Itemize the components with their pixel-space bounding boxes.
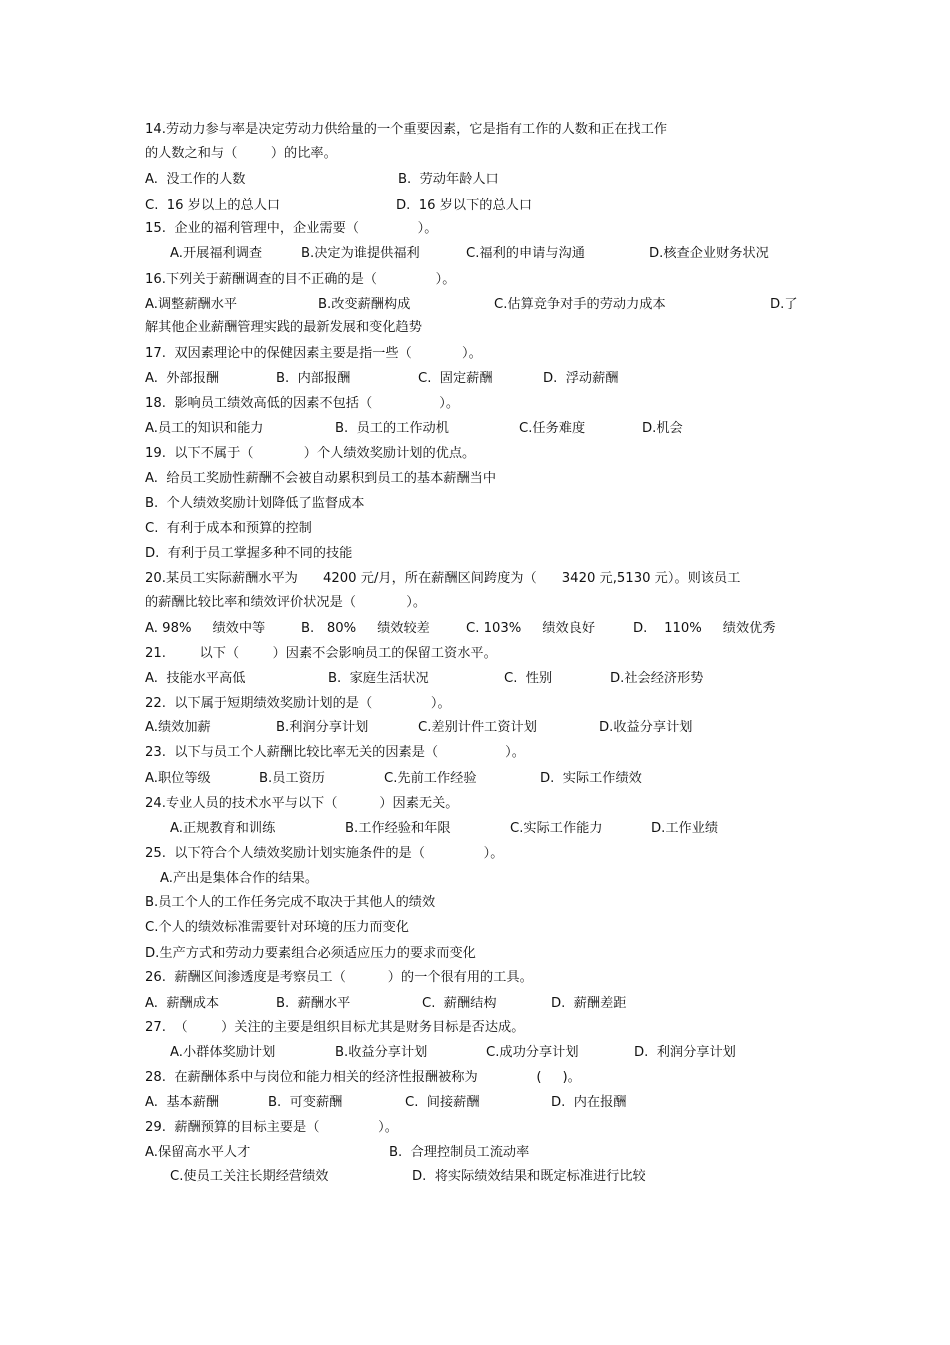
q17-option-a: A. 外部报酬 [145, 371, 220, 386]
q27-option-d: D. 利润分享计划 [634, 1045, 736, 1060]
q14-option-a: A. 没工作的人数 [145, 172, 246, 187]
q19-option-c: C. 有利于成本和预算的控制 [145, 521, 312, 536]
q25-option-d: D.生产方式和劳动力要素组合必须适应压力的要求而变化 [145, 946, 476, 961]
q16-option-d: D.了 [770, 297, 798, 312]
q21-option-d: D.社会经济形势 [610, 671, 704, 686]
question-16-stem: 16.下列关于薪酬调查的目不正确的是（ ）。 [145, 272, 456, 287]
q16-option-d-cont: 解其他企业薪酬管理实践的最新发展和变化趋势 [145, 320, 422, 335]
q27-option-a: A.小群体奖励计划 [170, 1045, 276, 1060]
q19-option-a: A. 给员工奖励性薪酬不会被自动累积到员工的基本薪酬当中 [145, 471, 497, 486]
question-22-stem: 22. 以下属于短期绩效奖励计划的是（ ）。 [145, 696, 451, 711]
question-23-stem: 23. 以下与员工个人薪酬比较比率无关的因素是（ ）。 [145, 745, 525, 760]
q23-option-a: A.职位等级 [145, 771, 211, 786]
question-20-stem: 20.某员工实际薪酬水平为 4200 元/月，所在薪酬区间跨度为（ 3420 元,5130 元）。则该员工 [145, 571, 741, 586]
q24-option-a: A.正规教育和训练 [170, 821, 276, 836]
question-26-stem: 26. 薪酬区间渗透度是考察员工（ ）的一个很有用的工具。 [145, 970, 533, 985]
q24-option-d: D.工作业绩 [651, 821, 719, 836]
question-18-stem: 18. 影响员工绩效高低的因素不包括（ ）。 [145, 396, 460, 411]
q22-option-a: A.绩效加薪 [145, 720, 211, 735]
q23-option-b: B.员工资历 [259, 771, 325, 786]
q28-option-a: A. 基本薪酬 [145, 1095, 220, 1110]
question-17-stem: 17. 双因素理论中的保健因素主要是指一些（ ）。 [145, 346, 482, 361]
q20-option-d: D. 110% 绩效优秀 [633, 621, 776, 636]
q14-option-c: C. 16 岁以上的总人口 [145, 198, 281, 213]
question-29-stem: 29. 薪酬预算的目标主要是（ ）。 [145, 1120, 398, 1135]
q25-option-c: C.个人的绩效标准需要针对环境的压力而变化 [145, 920, 409, 935]
q29-option-d: D. 将实际绩效结果和既定标准进行比较 [412, 1169, 646, 1184]
q21-option-a: A. 技能水平高低 [145, 671, 246, 686]
q22-option-b: B.利润分享计划 [276, 720, 369, 735]
q29-option-a: A.保留高水平人才 [145, 1145, 251, 1160]
q24-option-c: C.实际工作能力 [510, 821, 603, 836]
q28-option-b: B. 可变薪酬 [268, 1095, 343, 1110]
q20-option-a: A. 98% 绩效中等 [145, 621, 266, 636]
q16-option-b: B.改变薪酬构成 [318, 297, 411, 312]
q15-option-d: D.核查企业财务状况 [649, 246, 769, 261]
q17-option-d: D. 浮动薪酬 [543, 371, 619, 386]
q26-option-b: B. 薪酬水平 [276, 996, 351, 1011]
q23-option-d: D. 实际工作绩效 [540, 771, 642, 786]
q26-option-c: C. 薪酬结构 [422, 996, 497, 1011]
question-21-stem: 21. 以下（ ）因素不会影响员工的保留工资水平。 [145, 646, 497, 661]
q27-option-b: B.收益分享计划 [335, 1045, 428, 1060]
q18-option-a: A.员工的知识和能力 [145, 421, 264, 436]
q17-option-b: B. 内部报酬 [276, 371, 351, 386]
question-20-stem-cont: 的薪酬比较比率和绩效评价状况是（ ）。 [145, 595, 427, 610]
q21-option-b: B. 家庭生活状况 [328, 671, 429, 686]
q17-option-c: C. 固定薪酬 [418, 371, 493, 386]
question-15-stem: 15. 企业的福利管理中，企业需要（ ）。 [145, 221, 438, 236]
q16-option-c: C.估算竞争对手的劳动力成本 [494, 297, 666, 312]
q29-option-b: B. 合理控制员工流动率 [389, 1145, 530, 1160]
q14-option-d: D. 16 岁以下的总人口 [396, 198, 533, 213]
q24-option-b: B.工作经验和年限 [345, 821, 451, 836]
q16-option-a: A.调整薪酬水平 [145, 297, 238, 312]
q28-option-c: C. 间接薪酬 [405, 1095, 480, 1110]
q18-option-c: C.任务难度 [519, 421, 586, 436]
question-14-stem-cont: 的人数之和与（ ）的比率。 [145, 146, 337, 161]
q15-option-a: A.开展福利调查 [170, 246, 263, 261]
q23-option-c: C.先前工作经验 [384, 771, 477, 786]
question-14-stem: 14.劳动力参与率是决定劳动力供给量的一个重要因素，它是指有工作的人数和正在找工作 [145, 122, 668, 137]
q26-option-d: D. 薪酬差距 [551, 996, 627, 1011]
question-27-stem: 27. （ ）关注的主要是组织目标尤其是财务目标是否达成。 [145, 1020, 525, 1035]
q14-option-b: B. 劳动年龄人口 [398, 172, 499, 187]
q22-option-d: D.收益分享计划 [599, 720, 693, 735]
q27-option-c: C.成功分享计划 [486, 1045, 579, 1060]
q28-option-d: D. 内在报酬 [551, 1095, 627, 1110]
q15-option-b: B.决定为谁提供福利 [301, 246, 420, 261]
q25-option-a: A.产出是集体合作的结果。 [160, 871, 319, 886]
question-19-stem: 19. 以下不属于（ ）个人绩效奖励计划的优点。 [145, 446, 476, 461]
q19-option-b: B. 个人绩效奖励计划降低了监督成本 [145, 496, 365, 511]
q29-option-c: C.使员工关注长期经营绩效 [170, 1169, 329, 1184]
q25-option-b: B.员工个人的工作任务完成不取决于其他人的绩效 [145, 895, 436, 910]
question-28-stem: 28. 在薪酬体系中与岗位和能力相关的经济性报酬被称为 ( )。 [145, 1070, 581, 1085]
q22-option-c: C.差别计件工资计划 [418, 720, 537, 735]
q21-option-c: C. 性别 [504, 671, 553, 686]
q26-option-a: A. 薪酬成本 [145, 996, 220, 1011]
q19-option-d: D. 有利于员工掌握多种不同的技能 [145, 546, 353, 561]
question-24-stem: 24.专业人员的技术水平与以下（ ）因素无关。 [145, 796, 459, 811]
q18-option-b: B. 员工的工作动机 [335, 421, 449, 436]
question-25-stem: 25. 以下符合个人绩效奖励计划实施条件的是（ ）。 [145, 846, 504, 861]
q20-option-b: B. 80% 绩效较差 [301, 621, 430, 636]
q15-option-c: C.福利的申请与沟通 [466, 246, 585, 261]
q18-option-d: D.机会 [642, 421, 683, 436]
q20-option-c: C. 103% 绩效良好 [466, 621, 596, 636]
